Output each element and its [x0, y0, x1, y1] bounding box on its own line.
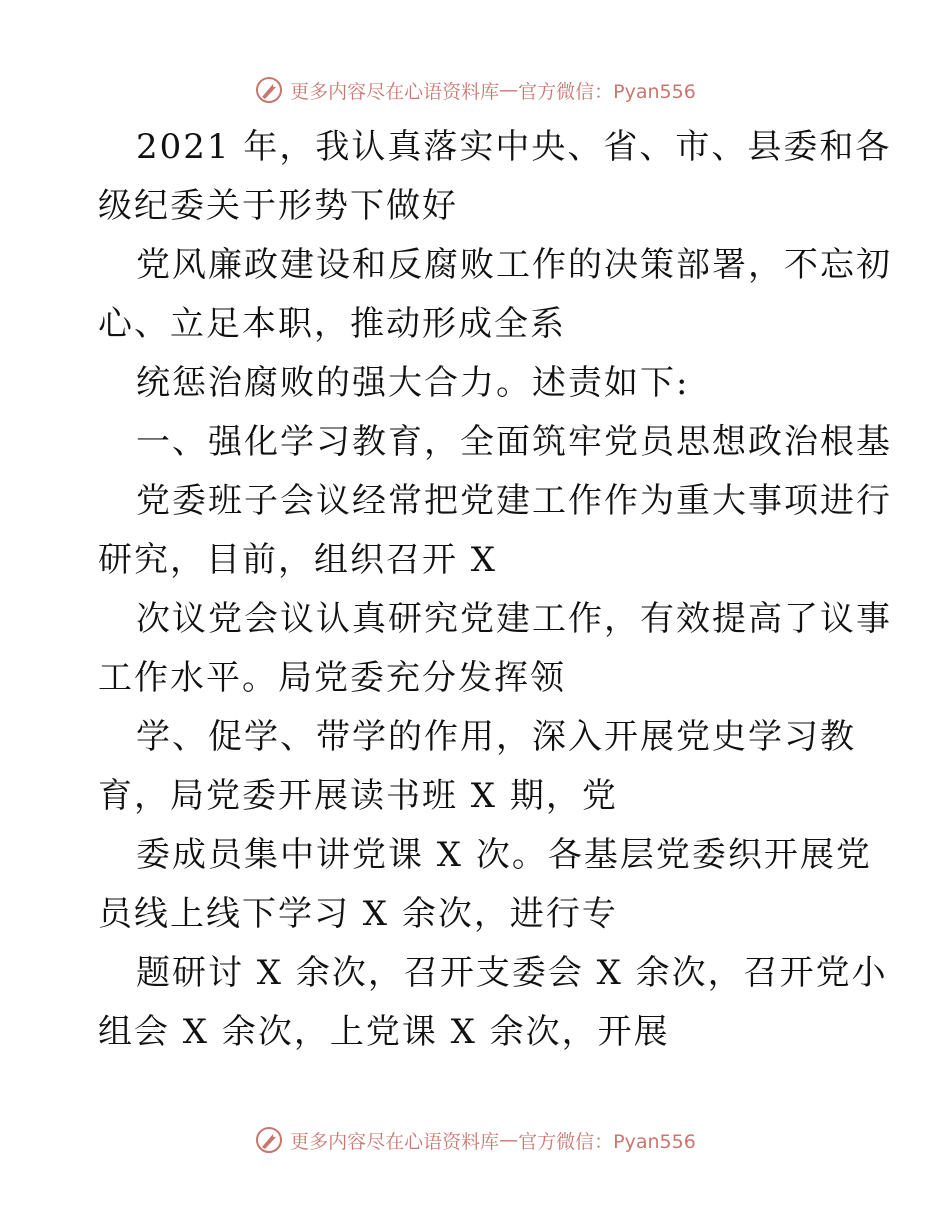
text-line: 工作水平。局党委充分发挥领	[98, 658, 566, 698]
pen-nib-logo-icon	[254, 1125, 284, 1155]
text-line: 研究，目前，组织召开 X	[98, 540, 498, 580]
text-line: 统惩治腐败的强大合力。述责如下:	[136, 363, 690, 403]
text-line: 次议党会议认真研究党建工作，有效提高了议事	[136, 599, 892, 639]
header-watermark-banner	[0, 70, 950, 110]
banner-wechat-text: 官方微信：Pyan556	[518, 1130, 696, 1153]
banner-main-text: 更多内容尽在心语资料库	[290, 80, 500, 103]
banner-wechat-text: 官方微信：Pyan556	[518, 80, 696, 103]
text-line: 级纪委关于形势下做好	[98, 186, 458, 226]
text-line: 心、立足本职，推动形成全系	[98, 304, 566, 344]
document-body	[98, 118, 892, 1062]
banner-main-text: 更多内容尽在心语资料库	[290, 1130, 500, 1153]
text-line: 2021 年，我认真落实中央、省、市、县委和各	[136, 127, 892, 167]
text-line: 党委班子会议经常把党建工作作为重大事项进行	[136, 481, 892, 521]
text-line: 党风廉政建设和反腐败工作的决策部署，不忘初	[136, 245, 892, 285]
text-line: 员线上线下学习 X 余次，进行专	[98, 894, 618, 934]
text-line: 组会 X 余次，上党课 X 余次，开展	[98, 1012, 670, 1052]
text-line: 学、促学、带学的作用，深入开展党史学习教	[136, 717, 856, 757]
text-line: 题研讨 X 余次，召开支委会 X 余次，召开党小	[136, 953, 888, 993]
text-line: 委成员集中讲党课 X 次。各基层党委织开展党	[136, 835, 872, 875]
footer-watermark-banner	[0, 1120, 950, 1160]
banner-separator: —	[499, 79, 519, 101]
pen-nib-logo-icon	[254, 75, 284, 105]
banner-separator: —	[499, 1129, 519, 1151]
section-heading: 一、强化学习教育，全面筑牢党员思想政治根基	[136, 422, 892, 462]
text-line: 育，局党委开展读书班 X 期，党	[98, 776, 618, 816]
